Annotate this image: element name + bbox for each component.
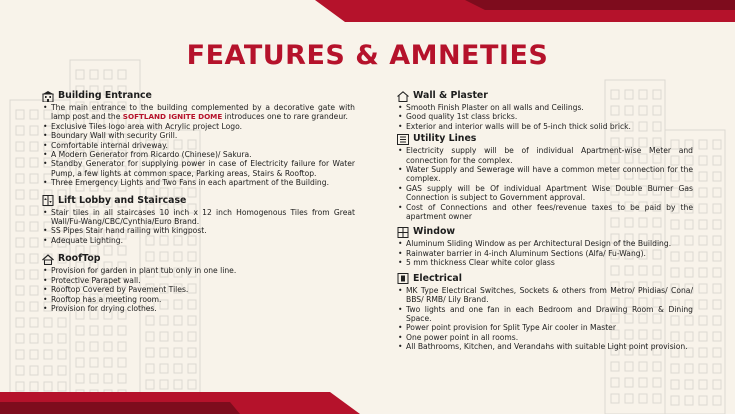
section-heading: RoofTop xyxy=(58,253,101,265)
feature-list xyxy=(42,266,355,313)
right-column xyxy=(397,90,693,357)
corner-ribbon-top-right xyxy=(315,0,735,22)
section-heading: Lift Lobby and Staircase xyxy=(58,194,187,206)
list-item: • Water Supply and Sewerage will have a common meter connection for the complex. xyxy=(406,165,693,184)
list-item: • Aluminum Sliding Window as per Architectural Design of the Building. xyxy=(406,239,693,248)
feature-list xyxy=(397,286,693,352)
list-item: • Provision for garden in plant tub only in one line. xyxy=(51,266,355,275)
section-heading: Building Entrance xyxy=(58,90,152,101)
list-item: • All Bathrooms, Kitchen, and Verandahs with suitable Light point provision. xyxy=(406,342,693,351)
list-item: • Rooftop has a meeting room. xyxy=(51,295,355,304)
section-rooftop xyxy=(42,253,355,313)
house-icon xyxy=(397,91,409,102)
electrical-icon xyxy=(397,273,409,284)
list-item: • Rooftop Covered by Pavement Tiles. xyxy=(51,285,355,294)
page-title: FEATURES & AMNETIES xyxy=(186,40,549,71)
list-item: • GAS supply will be Of individual Apartment Wise Double Burner Gas Connection is subject to Government approval. xyxy=(406,184,693,203)
feature-list xyxy=(42,103,355,188)
list-item: • Good quality 1st class bricks. xyxy=(406,112,693,121)
list-item: • SS Pipes Stair hand railing with kingpost. xyxy=(51,226,355,235)
list-item: • One power point in all rooms. xyxy=(406,333,693,342)
feature-list xyxy=(397,239,693,267)
elevator-icon xyxy=(42,195,54,206)
feature-list xyxy=(397,103,693,131)
list-item: • Cost of Connections and other fees/revenue taxes to be paid by the apartment owner xyxy=(406,203,693,222)
section-electrical xyxy=(397,273,693,352)
corner-ribbon-bottom-left xyxy=(0,392,360,414)
section-wall-plaster xyxy=(397,90,693,131)
list-item: • Comfortable internal driveway. xyxy=(51,141,355,150)
section-heading: Window xyxy=(413,226,456,238)
building-icon xyxy=(42,91,54,102)
section-building-entrance xyxy=(42,90,355,188)
list-item: • Power point provision for Split Type Air cooler in Master xyxy=(406,323,693,332)
section-window xyxy=(397,226,693,267)
list-item: • The main entrance to the building complemented by a decorative gate with lamp post and the SOFTLAND IGNITE DOME introduces one to rare grandeur. xyxy=(51,103,355,122)
utility-icon xyxy=(397,134,409,145)
list-item: • Stair tiles in all staircases 10 inch x 12 inch Homogenous Tiles from Great Wall/Fu-Wang/CBC/Cynthia/Euro Brand. xyxy=(51,208,355,227)
list-item: • Standby Generator for supplying power in case of Electricity failure for Water Pump, a few lights at common space, Parking areas, Stairs & Rooftop. xyxy=(51,159,355,178)
list-item: • A Modern Generator from Ricardo (Chinese)/ Sakura. xyxy=(51,150,355,159)
list-item: • Smooth Finish Plaster on all walls and Ceilings. xyxy=(406,103,693,112)
list-item: • Rainwater barrier in 4-inch Aluminum Sections (Alfa/ Fu-Wang). xyxy=(406,249,693,258)
list-item: • Three Emergency Lights and Two Fans in each apartment of the Building. xyxy=(51,178,355,187)
feature-list xyxy=(42,208,355,246)
window-icon xyxy=(397,227,409,238)
left-column xyxy=(42,90,355,318)
list-item: • Provision for drying clothes. xyxy=(51,304,355,313)
section-utility-lines xyxy=(397,133,693,221)
list-item: • Exterior and interior walls will be of 5-inch thick solid brick. xyxy=(406,122,693,131)
section-lift-lobby xyxy=(42,195,355,246)
list-item: • Exclusive Tiles logo area with Acrylic project Logo. xyxy=(51,122,355,131)
section-heading: Wall & Plaster xyxy=(413,90,488,101)
list-item: • Protective Parapet wall. xyxy=(51,276,355,285)
section-heading: Utility Lines xyxy=(413,133,477,145)
feature-list xyxy=(397,146,693,221)
list-item: • MK Type Electrical Switches, Sockets & others from Metro/ Phidias/ Cona/ BBS/ RMB/ Lily Brand. xyxy=(406,286,693,305)
rooftop-icon xyxy=(42,254,54,265)
list-item: • Two lights and one fan in each Bedroom and Drawing Room & Dining Space. xyxy=(406,305,693,324)
section-heading: Electrical xyxy=(413,272,462,284)
brand-name: SOFTLAND IGNITE DOME xyxy=(122,112,223,122)
list-item: • Electricity supply will be of individual Apartment-wise Meter and connection for the complex. xyxy=(406,146,693,165)
list-item: • Adequate Lighting. xyxy=(51,236,355,245)
list-item: • Boundary Wall with security Grill. xyxy=(51,131,355,140)
list-item: • 5 mm thickness Clear white color glass xyxy=(406,258,693,267)
